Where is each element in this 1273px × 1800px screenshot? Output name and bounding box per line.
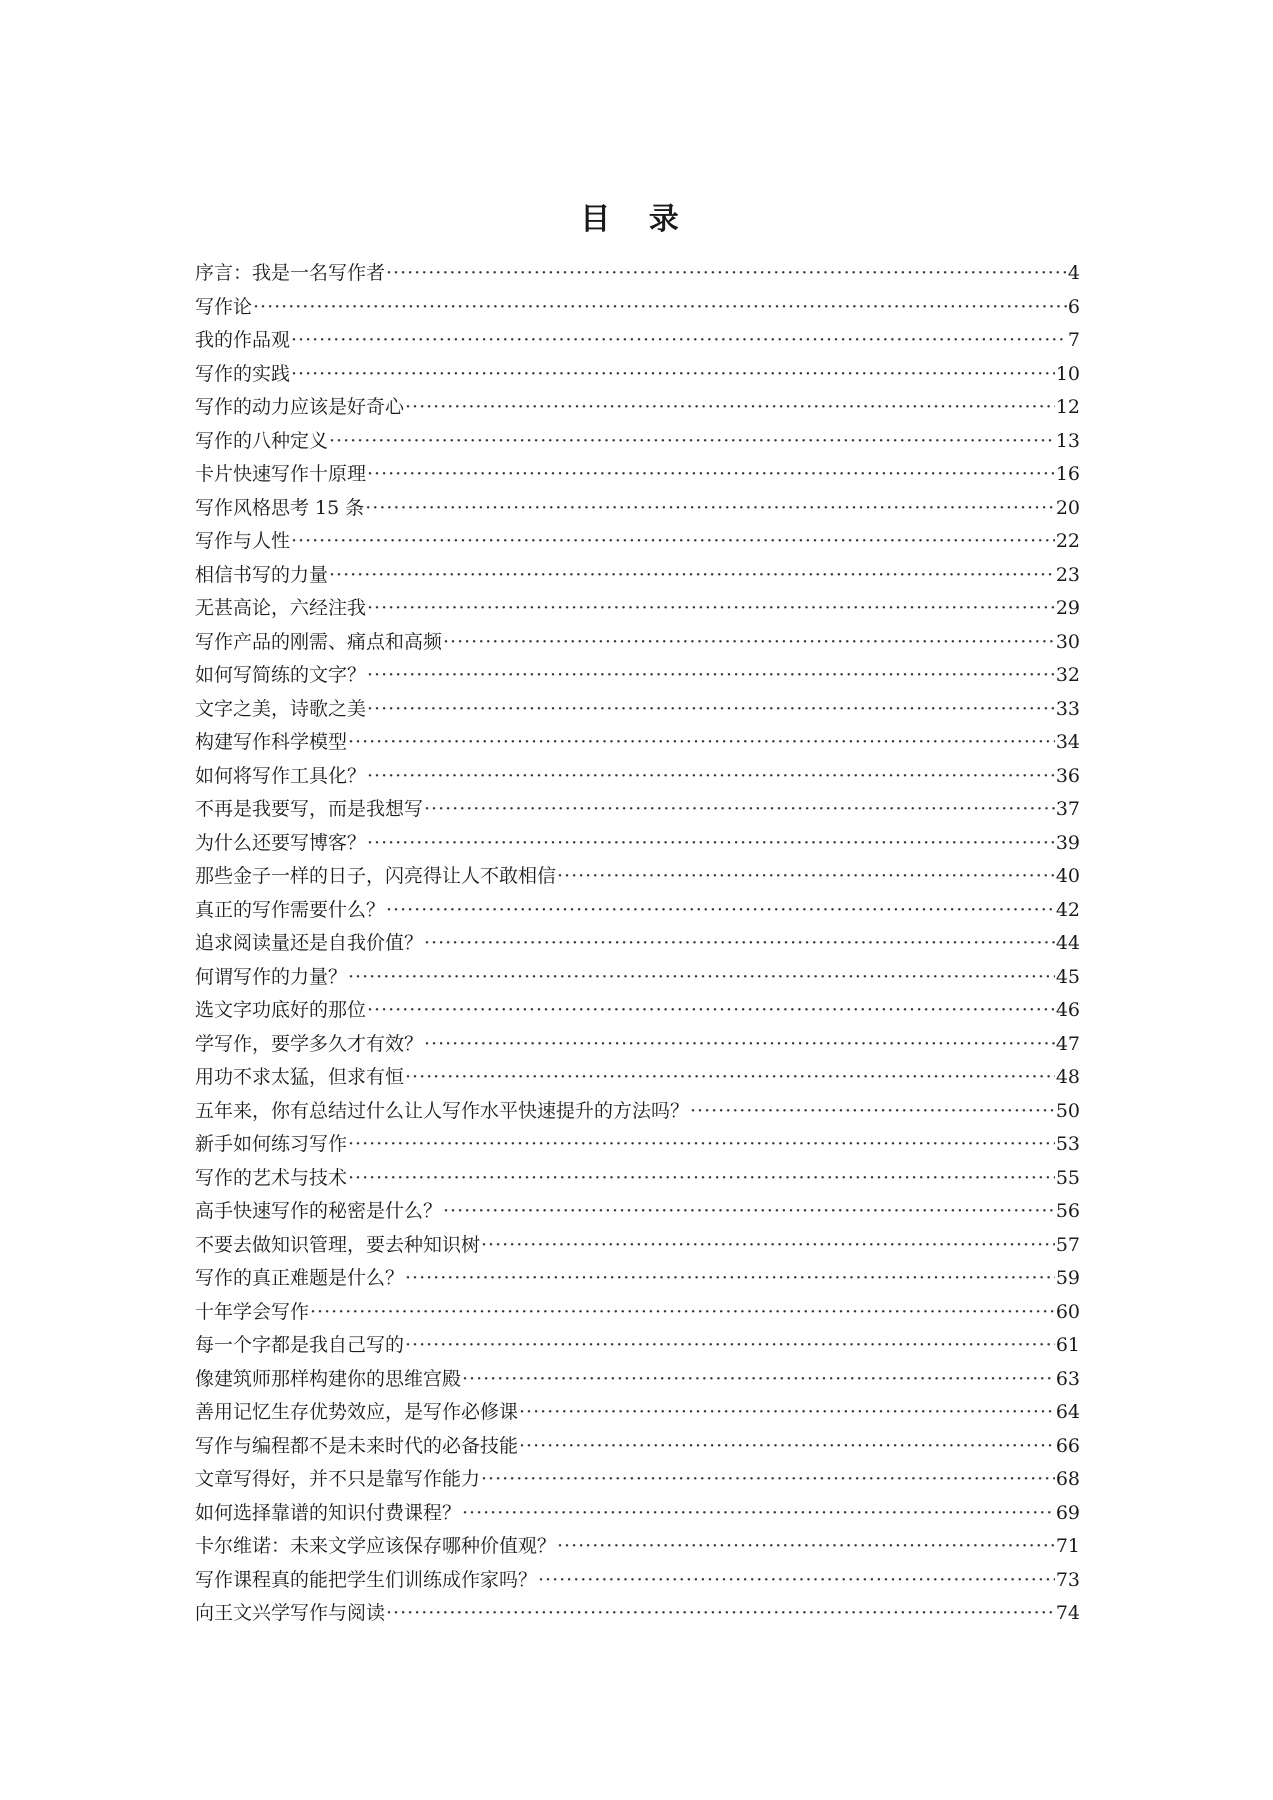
toc-entry-title: 选文字功底好的那位 <box>195 999 367 1021</box>
toc-entry[interactable] <box>195 358 1080 392</box>
toc-entry[interactable] <box>195 291 1080 325</box>
toc-entry-title: 文字之美，诗歌之美 <box>195 697 367 720</box>
toc-entry-page-number: 13 <box>1055 429 1080 452</box>
toc-entry[interactable] <box>195 1396 1080 1430</box>
toc-entry[interactable] <box>195 1463 1080 1497</box>
toc-entry-title: 卡片快速写作十原理 <box>195 463 367 485</box>
toc-entry-page-number: 12 <box>1055 396 1080 418</box>
toc-entry-title: 不再是我要写，而是我想写 <box>195 798 424 820</box>
toc-entry-title: 真正的写作需要什么？ <box>195 898 386 921</box>
toc-entry[interactable] <box>195 525 1080 559</box>
toc-entry[interactable] <box>195 1095 1080 1129</box>
dot-leader <box>348 1162 1055 1196</box>
toc-entry-title: 卡尔维诺：未来文学应该保存哪种价值观？ <box>195 1535 557 1557</box>
dot-leader <box>348 1128 1055 1162</box>
dot-leader <box>329 559 1055 593</box>
toc-entry-page-number: 23 <box>1055 563 1080 586</box>
dot-leader <box>291 358 1055 392</box>
toc-entry-title: 如何选择靠谱的知识付费课程？ <box>195 1501 462 1524</box>
dot-leader <box>690 1095 1055 1129</box>
toc-entry-page-number: 66 <box>1055 1434 1080 1457</box>
toc-entry-title: 高手快速写作的秘密是什么？ <box>195 1200 443 1222</box>
toc-entry[interactable] <box>195 659 1080 693</box>
toc-entry[interactable] <box>195 1028 1080 1062</box>
toc-entry-page-number: 29 <box>1055 597 1080 619</box>
toc-entry-title: 用功不求太猛，但求有恒 <box>195 1066 405 1088</box>
toc-entry[interactable] <box>195 492 1080 526</box>
toc-entry-title: 新手如何练习写作 <box>195 1133 348 1155</box>
toc-entry[interactable] <box>195 1162 1080 1196</box>
dot-leader <box>291 525 1055 559</box>
toc-entry-title: 相信书写的力量 <box>195 563 329 586</box>
toc-entry[interactable] <box>195 994 1080 1028</box>
toc-entry-page-number: 56 <box>1055 1200 1080 1222</box>
toc-entry[interactable] <box>195 1430 1080 1464</box>
toc-entry-page-number: 50 <box>1055 1099 1080 1122</box>
toc-entry-title: 构建写作科学模型 <box>195 731 348 753</box>
dot-leader <box>365 492 1055 526</box>
dot-leader <box>481 1229 1055 1263</box>
toc-entry-page-number: 34 <box>1055 731 1080 753</box>
toc-entry-title: 何谓写作的力量？ <box>195 965 348 988</box>
toc-entry-title: 写作的实践 <box>195 362 291 385</box>
toc-entry[interactable] <box>195 860 1080 894</box>
toc-entry[interactable] <box>195 324 1080 358</box>
toc-entry[interactable] <box>195 1229 1080 1263</box>
page-title: 目 录 <box>580 202 693 237</box>
toc-entry[interactable] <box>195 1296 1080 1330</box>
dot-leader <box>405 1262 1055 1296</box>
toc-entry-page-number: 60 <box>1055 1300 1080 1323</box>
dot-leader <box>386 1597 1055 1631</box>
toc-entry-title: 文章写得好，并不只是靠写作能力 <box>195 1468 481 1490</box>
toc-entry[interactable] <box>195 1363 1080 1397</box>
toc-entry-title: 序言：我是一名写作者 <box>195 262 386 284</box>
dot-leader <box>367 994 1055 1028</box>
toc-entry[interactable] <box>195 1061 1080 1095</box>
toc-entry-page-number: 64 <box>1055 1401 1080 1423</box>
toc-entry[interactable] <box>195 793 1080 827</box>
toc-entry[interactable] <box>195 1564 1080 1598</box>
toc-entry-page-number: 30 <box>1055 630 1080 653</box>
dot-leader <box>253 291 1067 325</box>
toc-entry[interactable] <box>195 961 1080 995</box>
toc-entry[interactable] <box>195 425 1080 459</box>
dot-leader <box>367 760 1055 794</box>
toc-entry-title: 五年来，你有总结过什么让人写作水平快速提升的方法吗？ <box>195 1099 690 1122</box>
toc-entry-page-number: 47 <box>1055 1032 1080 1055</box>
dot-leader <box>481 1463 1055 1497</box>
toc-entry-page-number: 16 <box>1055 463 1080 485</box>
dot-leader <box>367 458 1055 492</box>
dot-leader <box>443 626 1055 660</box>
dot-leader <box>519 1396 1055 1430</box>
toc-entry-title: 如何将写作工具化？ <box>195 764 367 787</box>
toc-entry-title: 写作与编程都不是未来时代的必备技能 <box>195 1434 519 1457</box>
toc-entry[interactable] <box>195 1497 1080 1531</box>
toc-entry-page-number: 48 <box>1055 1066 1080 1088</box>
toc-entry-title: 我的作品观 <box>195 329 291 351</box>
toc-entry-page-number: 71 <box>1055 1535 1080 1557</box>
toc-entry-page-number: 59 <box>1055 1267 1080 1289</box>
toc-entry-title: 写作的八种定义 <box>195 429 329 452</box>
toc-entry-page-number: 73 <box>1055 1568 1080 1591</box>
dot-leader <box>424 927 1055 961</box>
toc-entry-title: 不要去做知识管理，要去种知识树 <box>195 1233 481 1256</box>
toc-entry[interactable] <box>195 626 1080 660</box>
toc-entry-page-number: 33 <box>1055 697 1080 720</box>
toc-entry-page-number: 20 <box>1055 496 1080 519</box>
toc-entry[interactable] <box>195 827 1080 861</box>
dot-leader <box>443 1195 1055 1229</box>
toc-entry-title: 写作产品的刚需、痛点和高频 <box>195 630 443 653</box>
toc-entry[interactable] <box>195 894 1080 928</box>
toc-entry-title: 为什么还要写博客？ <box>195 831 367 854</box>
dot-leader <box>367 592 1055 626</box>
toc-entry-title: 学写作，要学多久才有效？ <box>195 1032 424 1055</box>
toc-entry-page-number: 55 <box>1055 1166 1080 1189</box>
dot-leader <box>348 961 1055 995</box>
dot-leader <box>557 860 1055 894</box>
toc-entry[interactable] <box>195 391 1080 425</box>
toc-entry[interactable] <box>195 257 1080 291</box>
toc-entry-page-number: 6 <box>1067 295 1080 318</box>
dot-leader <box>424 793 1055 827</box>
dot-leader <box>462 1363 1055 1397</box>
toc-entry-title: 写作课程真的能把学生们训练成作家吗？ <box>195 1568 538 1591</box>
toc-entry-title: 写作论 <box>195 295 253 318</box>
dot-leader <box>310 1296 1055 1330</box>
toc-entry-title: 无甚高论，六经注我 <box>195 597 367 619</box>
dot-leader <box>405 391 1055 425</box>
toc-entry[interactable] <box>195 1329 1080 1363</box>
toc-entry[interactable] <box>195 1128 1080 1162</box>
toc-entry-page-number: 42 <box>1055 898 1080 921</box>
toc-entry-page-number: 10 <box>1055 362 1080 385</box>
toc-entry-page-number: 32 <box>1055 664 1080 686</box>
toc-entry-title: 那些金子一样的日子，闪亮得让人不敢相信 <box>195 865 557 887</box>
toc-entry[interactable] <box>195 592 1080 626</box>
toc-entry-page-number: 69 <box>1055 1501 1080 1524</box>
toc-entry-title: 写作的艺术与技术 <box>195 1166 348 1189</box>
toc-entry[interactable] <box>195 1597 1080 1631</box>
dot-leader <box>557 1530 1055 1564</box>
toc-entry-page-number: 63 <box>1055 1367 1080 1390</box>
dot-leader <box>386 257 1067 291</box>
toc-entry-page-number: 36 <box>1055 764 1080 787</box>
toc-entry[interactable] <box>195 1195 1080 1229</box>
dot-leader <box>462 1497 1055 1531</box>
toc-entry[interactable] <box>195 726 1080 760</box>
dot-leader <box>291 324 1067 358</box>
toc-entry-page-number: 74 <box>1055 1602 1080 1624</box>
dot-leader <box>519 1430 1055 1464</box>
table-of-contents <box>195 257 1080 1631</box>
dot-leader <box>386 894 1055 928</box>
dot-leader <box>367 693 1055 727</box>
toc-entry[interactable] <box>195 927 1080 961</box>
toc-entry-title: 写作的动力应该是好奇心 <box>195 396 405 418</box>
toc-entry-page-number: 22 <box>1055 530 1080 552</box>
toc-entry-title: 写作风格思考 15 条 <box>195 496 365 519</box>
toc-entry-title: 像建筑师那样构建你的思维宫殿 <box>195 1367 462 1390</box>
dot-leader <box>538 1564 1055 1598</box>
toc-entry-page-number: 57 <box>1055 1233 1080 1256</box>
toc-entry-page-number: 53 <box>1055 1133 1080 1155</box>
dot-leader <box>329 425 1055 459</box>
toc-entry-title: 向王文兴学写作与阅读 <box>195 1602 386 1624</box>
toc-entry-title: 十年学会写作 <box>195 1300 310 1323</box>
toc-entry-title: 追求阅读量还是自我价值？ <box>195 932 424 954</box>
toc-entry-page-number: 4 <box>1067 262 1080 284</box>
toc-entry[interactable] <box>195 693 1080 727</box>
dot-leader <box>367 827 1055 861</box>
toc-entry-title: 写作与人性 <box>195 530 291 552</box>
toc-entry-title: 善用记忆生存优势效应，是写作必修课 <box>195 1401 519 1423</box>
dot-leader <box>405 1061 1055 1095</box>
toc-entry-page-number: 7 <box>1067 329 1080 351</box>
toc-entry[interactable] <box>195 559 1080 593</box>
toc-entry-page-number: 68 <box>1055 1468 1080 1490</box>
toc-entry-page-number: 37 <box>1055 798 1080 820</box>
toc-entry-title: 如何写简练的文字？ <box>195 664 367 686</box>
toc-entry-page-number: 61 <box>1055 1334 1080 1356</box>
dot-leader <box>424 1028 1055 1062</box>
toc-entry-page-number: 44 <box>1055 932 1080 954</box>
toc-entry[interactable] <box>195 458 1080 492</box>
toc-entry-page-number: 45 <box>1055 965 1080 988</box>
toc-entry[interactable] <box>195 760 1080 794</box>
dot-leader <box>367 659 1055 693</box>
toc-entry-page-number: 39 <box>1055 831 1080 854</box>
toc-entry-page-number: 40 <box>1055 865 1080 887</box>
toc-entry-title: 每一个字都是我自己写的 <box>195 1334 405 1356</box>
toc-entry-title: 写作的真正难题是什么？ <box>195 1267 405 1289</box>
dot-leader <box>348 726 1055 760</box>
dot-leader <box>405 1329 1055 1363</box>
toc-entry[interactable] <box>195 1262 1080 1296</box>
toc-entry-page-number: 46 <box>1055 999 1080 1021</box>
toc-entry[interactable] <box>195 1530 1080 1564</box>
